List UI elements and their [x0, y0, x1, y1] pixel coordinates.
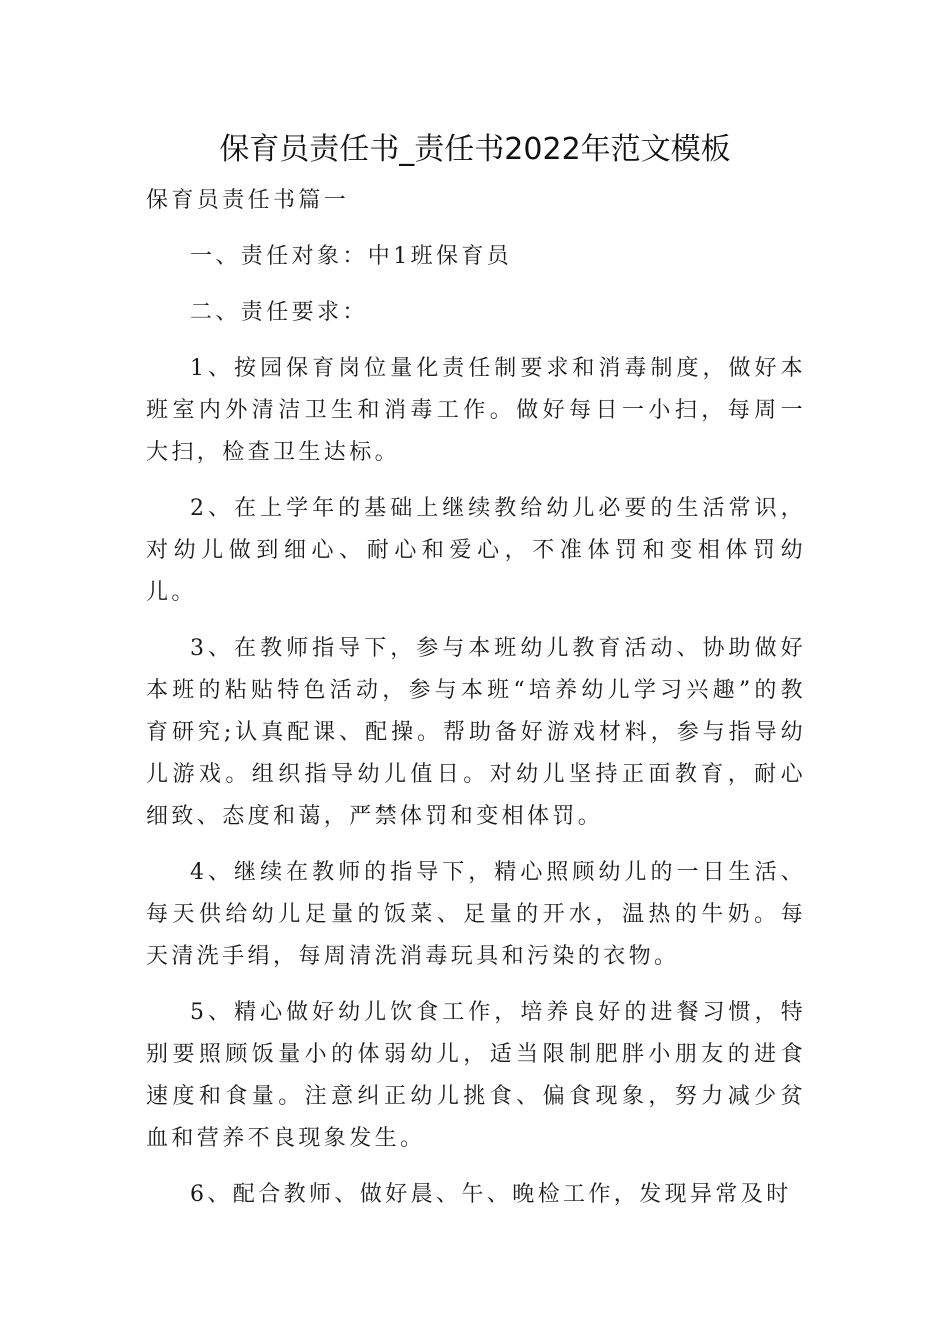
document-body [146, 180, 806, 1216]
paragraph-responsibility-target: 一、责任对象：中1班保育员 [190, 244, 513, 269]
paragraph-item-2: 2、在上学年的基础上继续教给幼儿必要的生活常识，对幼儿做到细心、耐心和爱心，不准体罚和变相体罚幼儿。 [146, 496, 806, 605]
document-title: 保育员责任书_责任书2022年范文模板 [219, 132, 731, 167]
paragraph-item-6: 6、配合教师、做好晨、午、晚检工作，发现异常及时 [190, 1182, 792, 1207]
paragraph-item-3: 3、在教师指导下，参与本班幼儿教育活动、协助做好本班的粘贴特色活动，参与本班“培养幼儿学习兴趣”的教育研究;认真配课、配操。帮助备好游戏材料，参与指导幼儿游戏。组织指导幼儿值日。对幼儿坚持正面教育，耐心细致、态度和蔼，严禁体罚和变相体罚。 [146, 636, 806, 829]
paragraph-responsibility-requirements: 二、责任要求： [190, 300, 368, 325]
section-heading: 保育员责任书篇一 [146, 188, 350, 213]
paragraph-item-5: 5、精心做好幼儿饮食工作，培养良好的进餐习惯，特别要照顾饭量小的体弱幼儿，适当限制肥胖小朋友的进食速度和食量。注意纠正幼儿挑食、偏食现象，努力减少贫血和营养不良现象发生。 [146, 1000, 806, 1151]
paragraph-item-1: 1、按园保育岗位量化责任制要求和消毒制度，做好本班室内外清洁卫生和消毒工作。做好每日一小扫，每周一大扫，检查卫生达标。 [146, 356, 806, 465]
paragraph-item-4: 4、继续在教师的指导下，精心照顾幼儿的一日生活、每天供给幼儿足量的饭菜、足量的开水，温热的牛奶。每天清洗手绢，每周清洗消毒玩具和污染的衣物。 [146, 860, 806, 969]
